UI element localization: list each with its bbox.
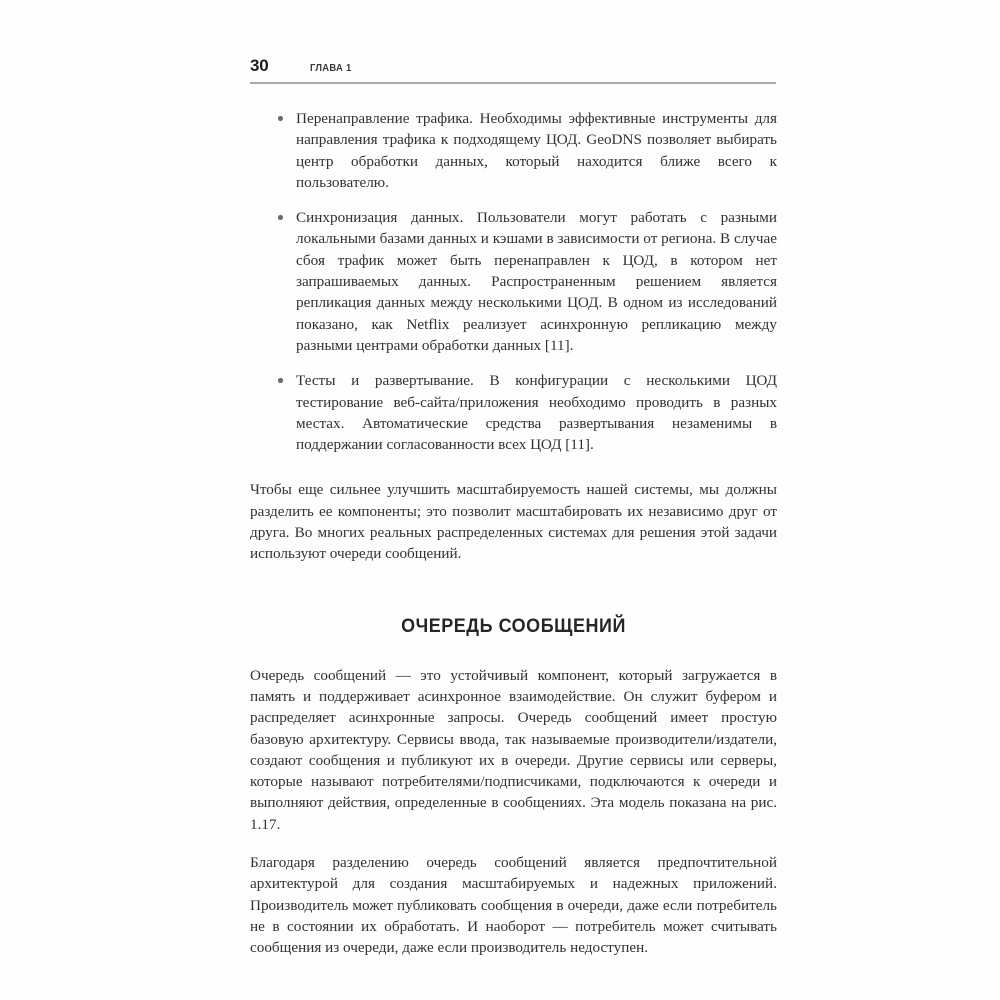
header-divider — [250, 82, 776, 84]
list-item-data-synchronization — [250, 207, 777, 356]
section-paragraph-2: Благодаря разделению очередь сообщений является предпочтительной архитектурой для создания масштабируемых и надежных приложений. Производитель может публиковать сообщения в очереди, даже если потребитель не в состоянии их обработать. И наоборот — потребитель может считывать сообщения из очереди, даже если производитель недоступен. — [250, 854, 777, 957]
page-number: 30 — [250, 56, 269, 75]
list-item-text: Тесты и развертывание. В конфигурации с несколькими ЦОД тестирование веб-сайта/приложения необходимо проводить в разных местах. Автоматические средства развертывания незаменимы в поддержании согласованности всех ЦОД [11]. — [296, 372, 777, 454]
text-column — [250, 108, 777, 959]
bullet-dot-icon — [278, 215, 283, 220]
running-head — [250, 56, 776, 84]
list-item-text: Перенаправление трафика. Необходимы эффективные инструменты для направления трафика к подходящему ЦОД. GeoDNS позволяет выбирать центр обработки данных, который находится ближе всего к пользователю. — [296, 110, 777, 191]
section-paragraph-1: Очередь сообщений — это устойчивый компонент, который загружается в память и поддерживает асинхронное взаимодействие. Он служит буфером и распределяет асинхронные запросы. Очередь сообщений имеет простую базовую архитектуру. Сервисы ввода, так называемые производители/издатели, создают сообщения и публикуют их в очереди. Другие сервисы или серверы, которые называют потребителями/подписчиками, подключаются к очереди и выполняют действия, определенные в сообщениях. Эта модель показана на рис. 1.17. — [250, 666, 777, 833]
bullet-dot-icon — [278, 116, 283, 121]
list-item-traffic-redirection — [250, 108, 777, 193]
chapter-label: ГЛАВА 1 — [310, 62, 352, 74]
list-item-tests-and-deployment — [250, 370, 777, 455]
bullet-dot-icon — [278, 378, 283, 383]
bullet-list — [250, 108, 777, 455]
section-heading: ОЧЕРЕДЬ СООБЩЕНИЙ — [401, 614, 626, 637]
running-head-row — [250, 56, 776, 78]
list-item-text: Синхронизация данных. Пользователи могут работать с разными локальными базами данных и кэшами в зависимости от региона. В случае сбоя трафик может быть перенаправлен к ЦОД, в котором нет запрашиваемых данных. Распространенным решением является репликация данных между несколькими ЦОД. В одном из исследований показано, как Netflix реализует асинхронную репликацию между разными центрами обработки данных [11]. — [296, 209, 777, 354]
paragraph-before-heading: Чтобы еще сильнее улучшить масштабируемость нашей системы, мы должны разделить ее компоненты; это позволит масштабировать их независимо друг от друга. Во многих реальных распределенных системах для решения этой задачи используют очереди сообщений. — [250, 481, 777, 563]
